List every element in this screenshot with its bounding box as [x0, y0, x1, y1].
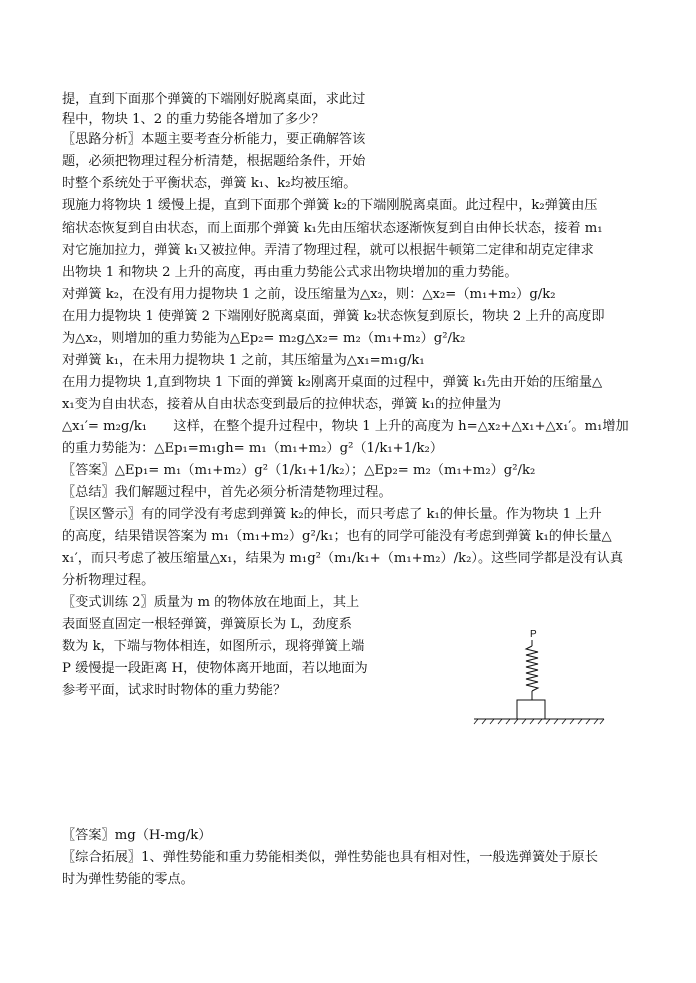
text-line: 〖思路分析〗本题主要考查分析能力，要正确解答该 — [62, 132, 366, 147]
spring-coil — [526, 646, 538, 691]
text-line: 对弹簧 k₂，在没有用力提物块 1 之前，设压缩量为△x₂，则：△x₂=（m₁+m₂）g/k₂ — [62, 287, 556, 302]
text-line: △x₁′= m₂g/k₁ 这样，在整个提升过程中，物块 1 上升的高度为 h=△x₂+△x₁+△x₁′。m₁增加 — [62, 419, 629, 434]
text-line: 的高度，结果错误答案为 m₁（m₁+m₂）g²/k₁；也有的同学可能没有考虑到弹簧 k₁的伸长量△ — [62, 529, 612, 544]
text-line: 分析物理过程。 — [62, 573, 155, 588]
text-line: 出物块 1 和物块 2 上升的高度，再由重力势能公式求出物块增加的重力势能。 — [62, 265, 518, 280]
text-line: 〖总结〗我们解题过程中，首先必须分析清楚物理过程。 — [62, 485, 392, 500]
text-line: 〖答案〗mg（H-mg/k） — [62, 828, 212, 843]
text-line: 时整个系统处于平衡状态，弹簧 k₁、k₂均被压缩。 — [62, 176, 357, 191]
text-line: 表面竖直固定一根轻弹簧，弹簧原长为 L，劲度系 — [62, 617, 352, 632]
text-line: 〖变式训练 2〗质量为 m 的物体放在地面上，其上 — [62, 595, 360, 610]
text-line: 在用力提物块 1 使弹簧 2 下端刚好脱离桌面，弹簧 k₂状态恢复到原长，物块 2 上升的高度即 — [62, 309, 605, 324]
text-line: 对弹簧 k₁，在未用力提物块 1 之前，其压缩量为△x₁=m₁g/k₁ — [62, 353, 425, 368]
text-line: x₁变为自由状态，接着从自由状态变到最后的拉伸状态，弹簧 k₁的拉伸量为 — [62, 397, 502, 412]
text-line: 现施力将物块 1 缓慢上提，直到下面那个弹簧 k₂的下端刚脱离桌面。此过程中，k₂弹簧由压 — [62, 198, 598, 213]
ground-hatching — [474, 719, 604, 724]
text-line: 的重力势能为：△Ep₁=m₁gh= m₁（m₁+m₂）g²（1/k₁+1/k₂） — [62, 441, 444, 456]
text-line: x₁′，而只考虑了被压缩量△x₁，结果为 m₁g²（m₁/k₁+（m₁+m₂）/k₂）。这些同学都是没有认真 — [62, 551, 624, 566]
text-line: 提，直到下面那个弹簧的下端刚好脱离桌面，求此过 — [62, 92, 366, 107]
text-line: 对它施加拉力，弹簧 k₁又被拉伸。弄清了物理过程，就可以根据牛顿第二定律和胡克定律求 — [62, 243, 594, 258]
text-line: 缩状态恢复到自由状态，而上面那个弹簧 k₁先由压缩状态逐渐恢复到自由伸长状态，接着 m₁ — [62, 221, 603, 236]
spring-block-figure — [470, 626, 610, 726]
text-line: 数为 k，下端与物体相连，如图所示，现将弹簧上端 — [62, 639, 365, 654]
text-line: 为△x₂，则增加的重力势能为△Ep₂= m₂g△x₂= m₂（m₁+m₂）g²/k₂ — [62, 331, 466, 346]
text-line: 时为弹性势能的零点。 — [62, 872, 194, 887]
text-line: 〖综合拓展〗1、弹性势能和重力势能相类似，弹性势能也具有相对性，一般选弹簧处于原长 — [62, 850, 598, 865]
point-p-label: P — [530, 629, 537, 640]
text-line: P 缓慢提一段距离 H，使物体离开地面，若以地面为 — [62, 661, 368, 676]
text-line: 〖误区警示〗有的同学没有考虑到弹簧 k₂的伸长，而只考虑了 k₁的伸长量。作为物块 1 上升 — [62, 507, 602, 522]
text-line: 题，必须把物理过程分析清楚，根据题给条件，开始 — [62, 154, 366, 169]
text-line: 〖答案〗△Ep₁= m₁（m₁+m₂）g²（1/k₁+1/k₂）；△Ep₂= m₂（m₁+m₂）g²/k₂ — [62, 463, 536, 478]
text-line: 程中，物块 1、2 的重力势能各增加了多少？ — [62, 112, 325, 127]
text-line: 参考平面，试求时时物体的重力势能？ — [62, 683, 287, 698]
block — [517, 700, 545, 719]
text-line: 在用力提物块 1,直到物块 1 下面的弹簧 k₂刚离开桌面的过程中，弹簧 k₁先由开始的压缩量△ — [62, 375, 603, 390]
